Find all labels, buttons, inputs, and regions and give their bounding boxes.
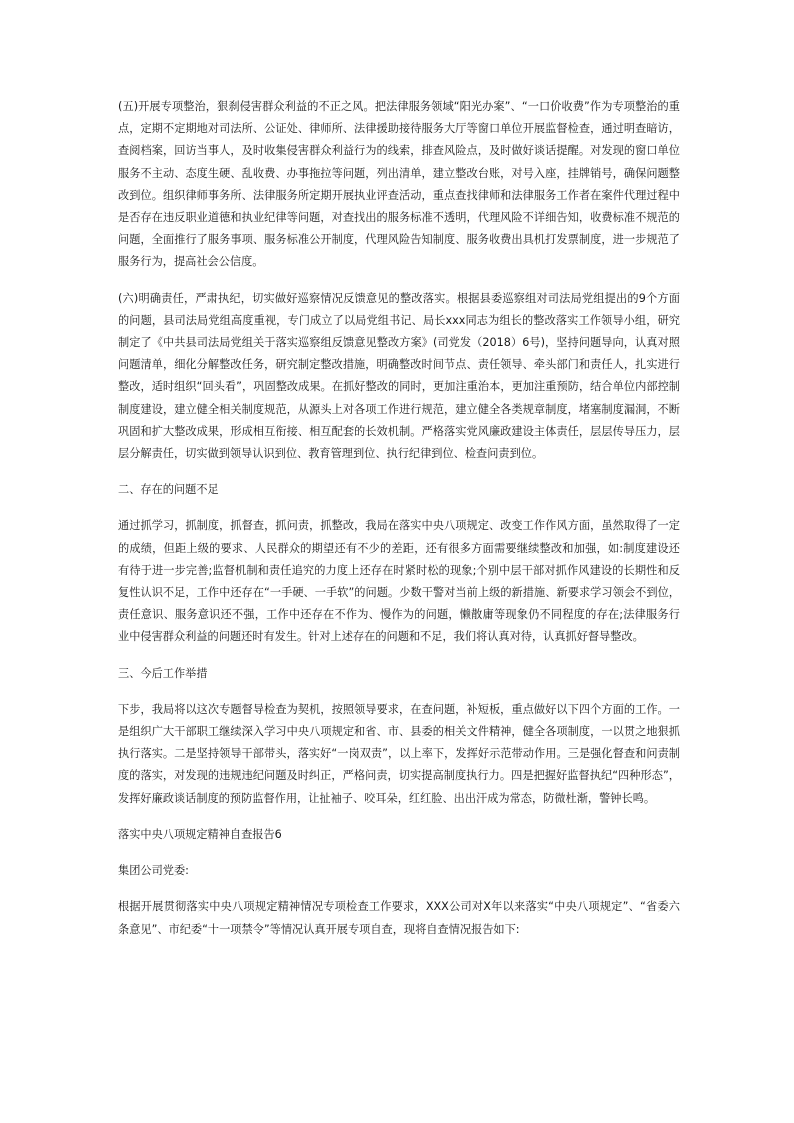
paragraph-special-rectification: (五)开展专项整治，狠刹侵害群众利益的不正之风。把法律服务领域“阳光办案”、“一口价收费”作为专项整治的重点，定期不定期地对司法所、公证处、律师所、法律援助接待服务大厅等窗口单位开展监督检查，通过明查暗访，查阅档案，回访当事人，及时收集侵害群众利益行为的线索，排查风险点，及时做好谈话提醒。对发现的窗口单位服务不主动、态度生硬、乱收费、办事拖拉等问题，列出清单，建立整改台账，对号入座，挂牌销号，确保问题整改到位。组织律师事务所、法律服务所定期开展执业评查活动，重点查找律师和法律服务工作者在案件代理过程中是否存在违反职业道德和执业纪律等问题，对查找出的服务标准不透明，代理风险不详细告知，收费标准不规范的问题，全面推行了服务事项、服务标准公开制度，代理风险告知制度、服务收费出具机打发票制度，进一步规范了服务行为，提高社会公信度。 bbox=[118, 100, 680, 269]
paragraph-responsibility-discipline: (六)明确责任，严肃执纪，切实做好巡察情况反馈意见的整改落实。根据县委巡察组对司法局党组提出的9个方面的问题，县司法局党组高度重视，专门成立了以局党组书记、局长xxx同志为组长的整改落实工作领导小组，研究制定了《中共县司法局党组关于落实巡察组反馈意见整改方案》(司党发（2018）6号)，坚持问题导向，认真对照问题清单，细化分解整改任务，研究制定整改措施，明确整改时间节点、责任领导、牵头部门和责任人，扎实进行整改，适时组织“回头看”，巩固整改成果。在抓好整改的同时，更加注重治本，更加注重预防，结合单位内部控制制度建设，建立健全相关制度规范，从源头上对各项工作进行规范，建立健全各类规章制度，堵塞制度漏洞，不断巩固和扩大整改成果，形成相互衔接、相互配套的长效机制。严格落实党风廉政建设主体责任，层层传导压力，层层分解责任，切实做到领导认识到位、教育管理到位、执行纪律到位、检查问责到位。 bbox=[118, 291, 680, 461]
paragraph-problems: 通过抓学习，抓制度，抓督查，抓问责，抓整改，我局在落实中央八项规定、改变工作作风方面，虽然取得了一定的成绩，但距上级的要求、人民群众的期望还有不少的差距，还有很多方面需要继续整改和加强，如:制度建设还有待于进一步完善;监督机制和责任追究的力度上还存在时紧时松的现象;个别中层干部对抓作风建设的长期性和反复性认识不足，工作中还存在“一手硬、一手软”的问题。少数干警对当前上级的新措施、新要求学习领会不到位，责任意识、服务意识还不强，工作中还存在不作为、慢作为的问题，懒散庸等现象仍不同程度的存在;法律服务行业中侵害群众利益的问题还时有发生。针对上述存在的问题和不足，我们将认真对待，认真抓好督导整改。 bbox=[118, 519, 680, 644]
paragraph-report-intro: 根据开展贯彻落实中央八项规定精神情况专项检查工作要求，XXX公司对X年以来落实“中央八项规定”、“省委六条意见”、市纪委“十一项禁令”等情况认真开展专项自查，现将自查情况报告如下: bbox=[118, 900, 680, 936]
document-page bbox=[118, 96, 680, 955]
salutation: 集团公司党委: bbox=[118, 864, 189, 878]
report-title: 落实中央八项规定精神自查报告6 bbox=[118, 827, 282, 841]
section-heading-future-measures: 三、今后工作举措 bbox=[118, 666, 208, 680]
paragraph-future-measures: 下步，我局将以这次专题督导检查为契机，按照领导要求，在查问题，补短板，重点做好以下四个方面的工作。一是组织广大干部职工继续深入学习中央八项规定和省、市、县委的相关文件精神，健全各项制度，一以贯之地狠抓执行落实。二是坚持领导干部带头，落实好“一岗双责”，以上率下，发挥好示范带动作用。三是强化督查和问责制度的落实，对发现的违规违纪问题及时纠正，严格问责，切实提高制度执行力。四是把握好监督执纪“四种形态”，发挥好廉政谈话制度的预防监督作用，让扯袖子、咬耳朵，红红脸、出出汗成为常态，防微杜渐，警钟长鸣。 bbox=[118, 702, 680, 805]
section-heading-problems: 二、存在的问题不足 bbox=[118, 483, 219, 497]
